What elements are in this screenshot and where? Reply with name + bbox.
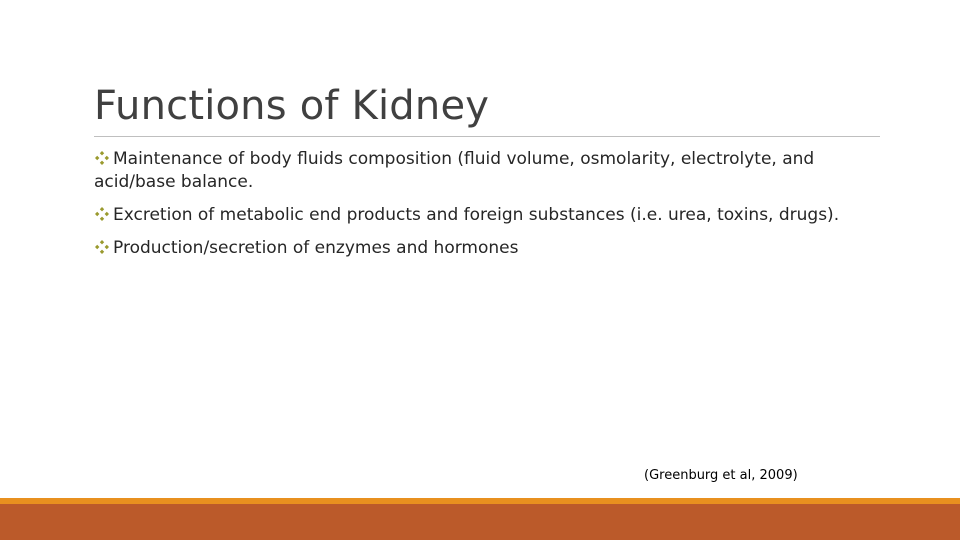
diamond-bullet-icon: [94, 150, 110, 166]
slide-title: Functions of Kidney: [94, 83, 490, 129]
diamond-bullet-icon: [94, 239, 110, 255]
citation: (Greenburg et al, 2009): [644, 468, 798, 483]
footer-bar: [0, 504, 960, 540]
bullet-text: Excretion of metabolic end products and foreign substances (i.e. urea, toxins, drugs).: [113, 205, 840, 225]
bullet-list: [90, 148, 880, 270]
bullet-text: Production/secretion of enzymes and hormones: [113, 238, 519, 258]
diamond-bullet-icon: [94, 206, 110, 222]
bullet-item: [90, 237, 880, 260]
bullet-text: Maintenance of body fluids composition (fluid volume, osmolarity, electrolyte, and acid/base balance.: [94, 149, 815, 192]
bullet-item: [90, 204, 880, 227]
bullet-item: [90, 148, 880, 194]
title-divider: [94, 136, 880, 137]
